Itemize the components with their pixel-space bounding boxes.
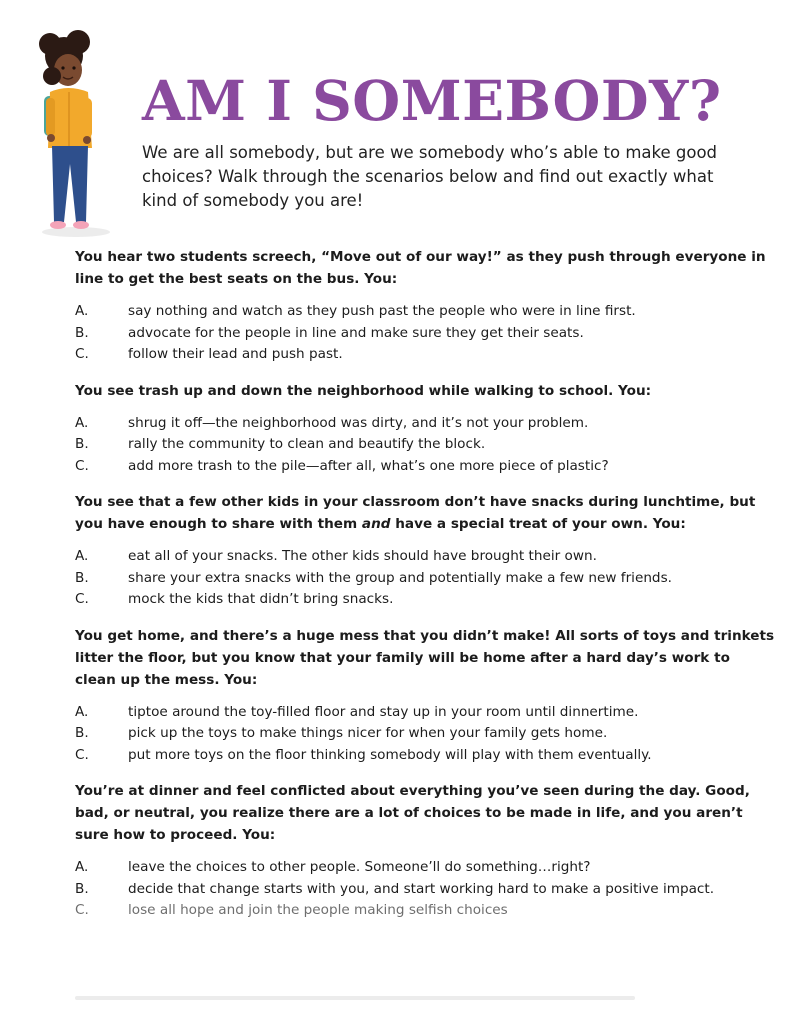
option-a: A. say nothing and watch as they push past the people who were in line first.: [75, 303, 636, 319]
option-a: A. shrug it off—the neighborhood was dirty, and it’s not your problem.: [75, 414, 589, 431]
option-c: C. put more toys on the floor thinking somebody will play with them eventually.: [75, 746, 652, 763]
option-a: A. leave the choices to other people. Someone’ll do something…right?: [75, 859, 591, 875]
page-title: AM I SOMEBODY?: [142, 68, 722, 133]
option-c: C. add more trash to the pile—after all, what’s one more piece of plastic?: [75, 457, 609, 474]
option-a: A. eat all of your snacks. The other kids should have brought their own.: [75, 548, 597, 564]
scenario-question: You see trash up and down the neighborhood while walking to school. You:: [75, 382, 652, 399]
scenario-question: You get home, and there’s a huge mess that you didn’t make! All sorts of toys and trinkets litter the floor, but you know that your family will be home after a hard day’s work to clean up the mess. You:: [75, 627, 775, 688]
intro-text: We are all somebody, but are we somebody who’s able to make good choices? Walk through the scenarios below and find out exactly what kind of somebody you are!: [142, 143, 718, 210]
option-b: B. rally the community to clean and beautify the block.: [75, 436, 486, 452]
option-list: [75, 546, 775, 611]
option-list: [75, 857, 775, 922]
scenario-list: [75, 246, 775, 936]
option-b: B. decide that change starts with you, and start working hard to make a positive impact.: [75, 880, 715, 897]
option-list: [75, 702, 775, 767]
scenario-3: [75, 491, 775, 611]
option-c: C. lose all hope and join the people making selfish choices: [75, 902, 508, 918]
option-b: B. advocate for the people in line and make sure they get their seats.: [75, 324, 584, 341]
scenario-question: You hear two students screech, “Move out of our way!” as they push through everyone in line to get the best seats on the bus. You:: [75, 249, 766, 287]
scenario-2: [75, 380, 775, 478]
option-b: B. share your extra snacks with the group and potentially make a few new friends.: [75, 569, 672, 586]
option-c: C. follow their lead and push past.: [75, 346, 343, 362]
option-list: [75, 301, 775, 366]
option-c: C. mock the kids that didn’t bring snacks.: [75, 591, 394, 607]
scenario-4: [75, 625, 775, 767]
option-list: [75, 413, 775, 478]
scenario-5: [75, 780, 775, 922]
option-b: B. pick up the toys to make things nicer for when your family gets home.: [75, 725, 608, 741]
scenario-question: You’re at dinner and feel conflicted about everything you’ve seen during the day. Good, bad, or neutral, you realize there are a lot of choices to be made in life, and you aren’t sure how to proceed. You:: [75, 783, 750, 843]
scenario-1: [75, 246, 775, 366]
scenario-question: You see that a few other kids in your classroom don’t have snacks during lunchtime, but you have enough to share with them and have a special treat of your own. You:: [75, 494, 756, 532]
option-a: A. tiptoe around the toy-filled floor and stay up in your room until dinnertime.: [75, 703, 639, 720]
faded-line: [75, 996, 635, 1000]
girl-illustration: [30, 26, 120, 241]
